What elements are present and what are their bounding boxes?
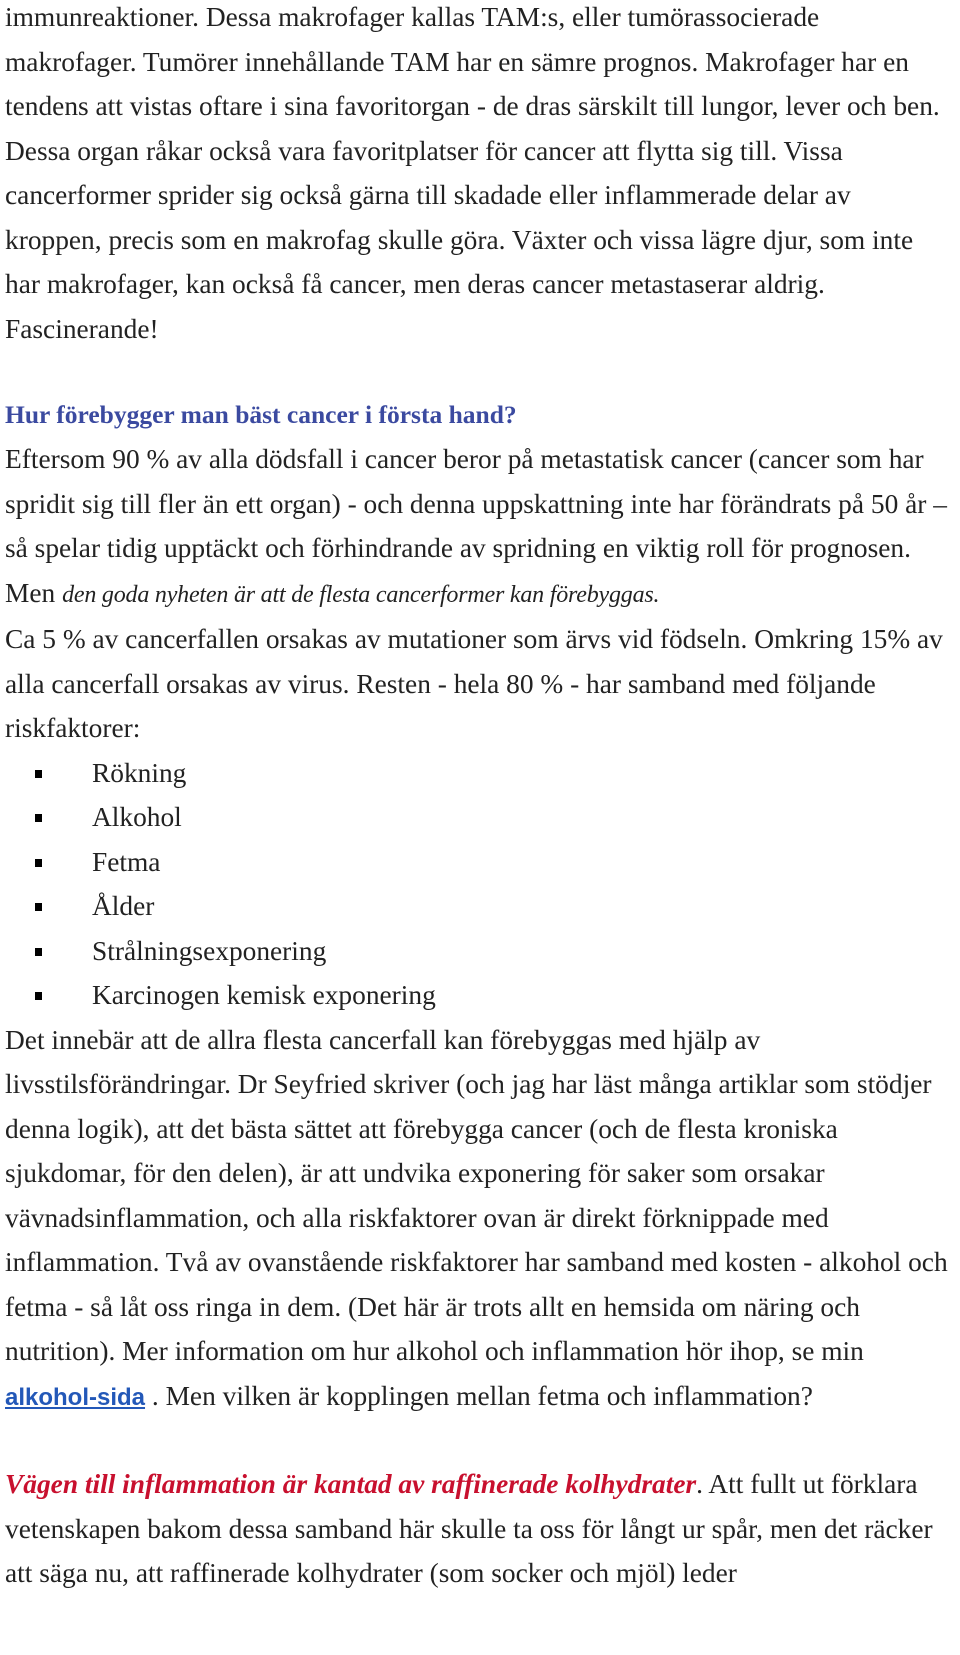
square-bullet-icon [35, 770, 42, 778]
list-item [5, 884, 952, 929]
paragraph-metastasis-italic: den goda nyheten är att de flesta cancerformer kan förebyggas. [62, 581, 660, 608]
square-bullet-icon [35, 948, 42, 956]
paragraph-lifestyle [5, 1018, 952, 1421]
alcohol-page-link[interactable]: alkohol-sida [5, 1383, 146, 1411]
list-item [5, 751, 952, 796]
risk-factor-label: Alkohol [92, 802, 182, 832]
list-item [5, 973, 952, 1018]
paragraph-carbohydrates-text: . Att fullt ut förklara vetenskapen bakom dessa samband här skulle ta oss för långt ur spår, men det räcker att säga nu, att raffinerade kolhydrater (som socker och mjöl) leder [5, 1469, 933, 1588]
paragraph-metastasis [5, 437, 952, 617]
paragraph-lifestyle-tail: . Men vilken är kopplingen mellan fetma och inflammation? [145, 1380, 813, 1411]
risk-factor-label: Rökning [92, 757, 187, 788]
paragraph-macrophages: immunreaktioner. Dessa makrofager kallas TAM:s, eller tumörassocierade makrofager. Tumörer innehållande TAM har en sämre prognos. Makrofager har en tendens att vistas oftare i sina favoritorgan - de dras särskilt till lungor, lever och ben. Dessa organ råkar också vara favoritplatser för cancer att flytta sig till. Vissa cancerformer sprider sig också gärna till skadade eller inflammerade delar av kroppen, precis som en makrofag skulle göra. Växter och vissa lägre djur, som inte har makrofager, kan också få cancer, men deras cancer metastaserar aldrig. Fascinerande! [5, 2, 940, 344]
paragraph-lifestyle-text: Det innebär att de allra flesta cancerfall kan förebyggas med hjälp av livsstilsförändringar. Dr Seyfried skriver (och jag har läst många artiklar som stödjer denna logik), att det bästa sättet att förebygga cancer (och de flesta kroniska sjukdomar, för den delen), är att undvika exponering för saker som orsakar vävnadsinflammation, och alla riskfaktorer ovan är direkt förknippade med inflammation. Två av ovanstående riskfaktorer har samband med kosten - alkohol och fetma - så låt oss ringa in dem. (Det här är trots allt en hemsida om näring och nutrition). Mer information om hur alkohol och inflammation hör ihop, se min [5, 1024, 948, 1366]
square-bullet-icon [35, 903, 42, 911]
risk-factor-list [5, 751, 952, 1018]
list-item [5, 840, 952, 885]
square-bullet-icon [35, 992, 42, 1000]
risk-factor-label: Ålder [92, 891, 155, 921]
paragraph-causes: Ca 5 % av cancerfallen orsakas av mutationer som ärvs vid födseln. Omkring 15% av alla cancerfall orsakas av virus. Resten - hela 80 % - har samband med följande riskfaktorer: [5, 624, 943, 743]
list-item [5, 929, 952, 974]
risk-factor-label: Karcinogen kemisk exponering [92, 980, 436, 1010]
paragraph-carbohydrates [5, 1462, 952, 1596]
square-bullet-icon [35, 859, 42, 867]
list-item [5, 795, 952, 840]
paragraph-metastasis-text: Eftersom 90 % av alla dödsfall i cancer beror på metastatisk cancer (cancer som har spridit sig till fler än ett organ) - och denna uppskattning inte har förändrats på 50 år – så spelar tidig upptäckt och förhindrande av spridning en viktig roll för prognosen. Men [5, 444, 947, 608]
risk-factor-label: Strålningsexponering [92, 935, 327, 966]
square-bullet-icon [35, 814, 42, 822]
risk-factor-label: Fetma [92, 846, 161, 877]
inline-red-heading: Vägen till inflammation är kantad av raffinerade kolhydrater [5, 1469, 697, 1499]
section-heading-prevention: Hur förebygger man bäst cancer i första hand? [5, 400, 517, 429]
